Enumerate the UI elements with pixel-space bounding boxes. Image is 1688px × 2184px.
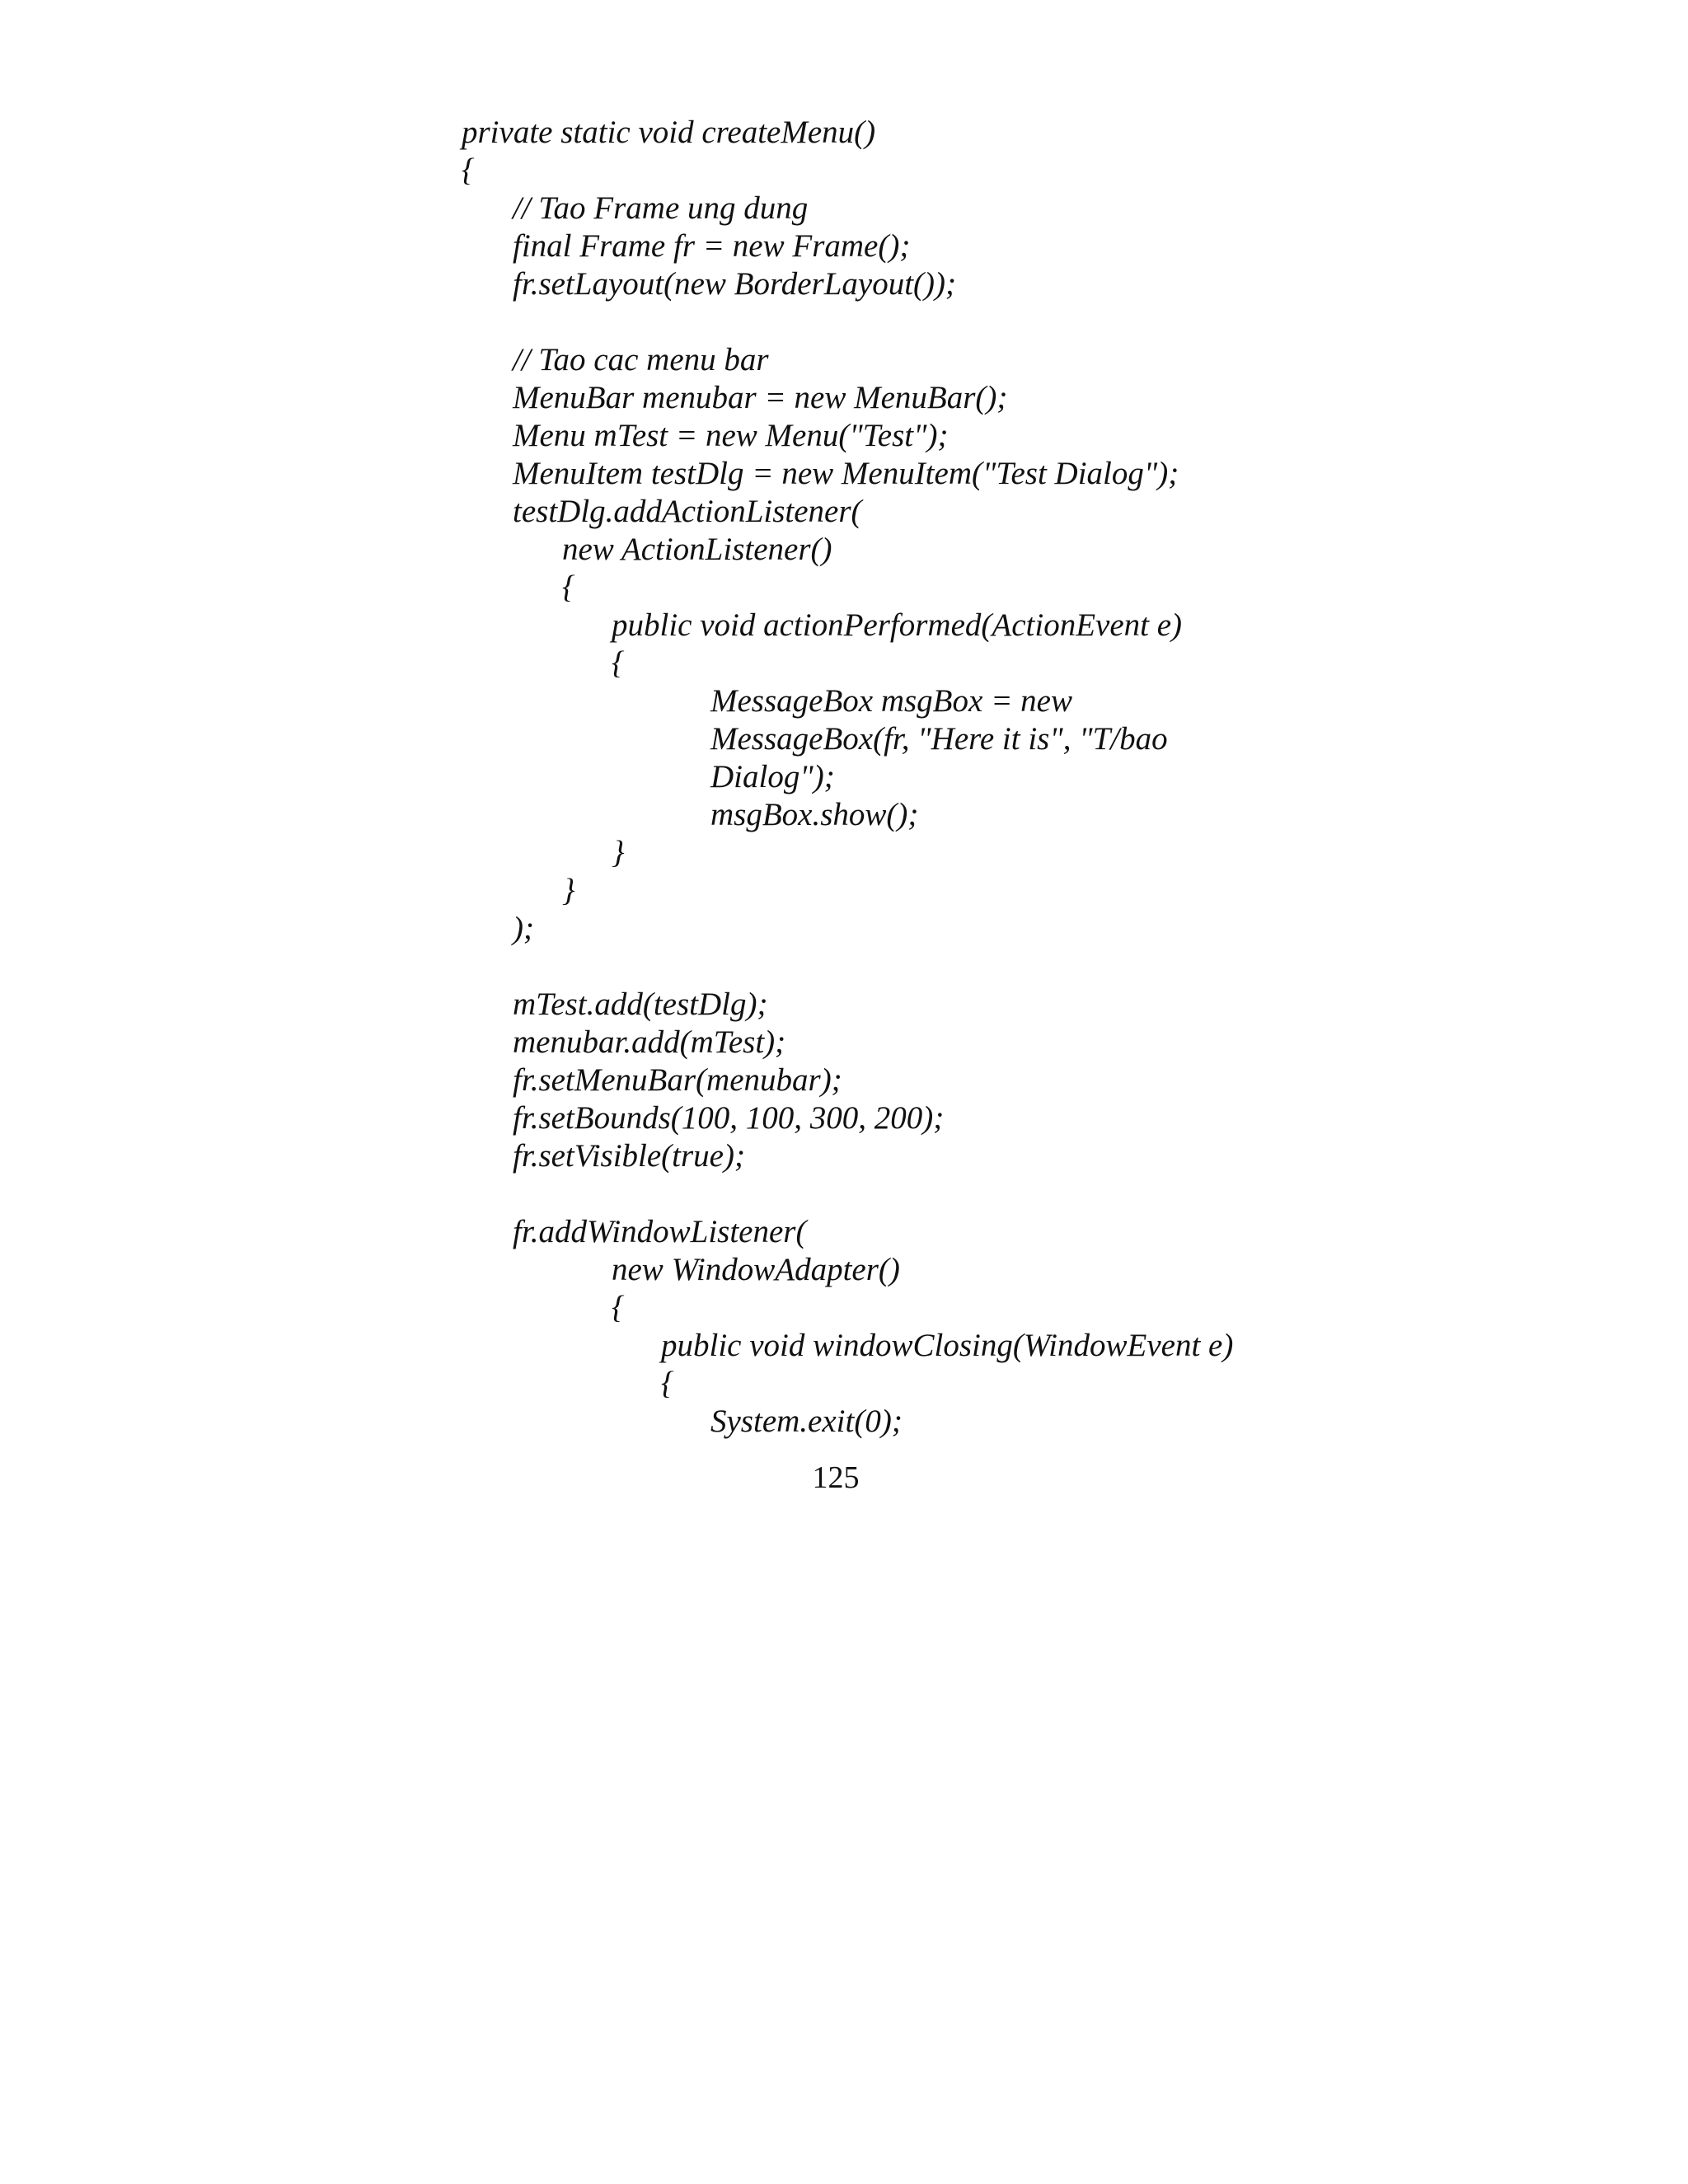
code-line: mTest.add(testDlg); <box>513 987 768 1022</box>
code-line: } <box>562 873 575 908</box>
code-line: new ActionListener() <box>562 532 832 567</box>
code-block <box>462 114 1484 1441</box>
code-line: menubar.add(mTest); <box>513 1024 786 1060</box>
code-line: fr.setLayout(new BorderLayout()); <box>513 266 956 302</box>
code-line: MessageBox(fr, "Here it is", "T/bao <box>710 721 1168 757</box>
code-line: MenuBar menubar = new MenuBar(); <box>513 380 1008 415</box>
code-line: } <box>612 835 625 870</box>
code-line: MessageBox msgBox = new <box>710 683 1072 719</box>
code-line: { <box>661 1366 674 1401</box>
code-line: // Tao cac menu bar <box>513 342 769 377</box>
blank-line <box>462 1175 1484 1213</box>
code-line: Dialog"); <box>710 759 835 794</box>
code-line: System.exit(0); <box>710 1404 903 1439</box>
code-line: { <box>462 152 475 188</box>
blank-line <box>462 948 1484 986</box>
code-line: { <box>562 569 575 605</box>
code-line: ); <box>513 911 534 946</box>
code-line: { <box>612 645 625 681</box>
code-line: new WindowAdapter() <box>612 1252 900 1287</box>
code-line: Menu mTest = new Menu("Test"); <box>513 418 949 453</box>
code-line: fr.setMenuBar(menubar); <box>513 1062 842 1098</box>
code-line: fr.setBounds(100, 100, 300, 200); <box>513 1100 945 1136</box>
code-line: // Tao Frame ung dung <box>513 190 809 226</box>
code-line: { <box>612 1290 625 1325</box>
page-number: 125 <box>812 1460 860 1495</box>
code-line: testDlg.addActionListener( <box>513 494 862 529</box>
code-line: MenuItem testDlg = new MenuItem("Test Dialog"); <box>513 456 1179 491</box>
code-line: fr.addWindowListener( <box>513 1214 807 1249</box>
code-line: private static void createMenu() <box>462 115 876 150</box>
code-line: msgBox.show(); <box>710 797 919 832</box>
code-line: public void actionPerformed(ActionEvent e) <box>612 607 1183 643</box>
code-line: fr.setVisible(true); <box>513 1138 745 1174</box>
blank-line <box>462 303 1484 341</box>
code-line: final Frame fr = new Frame(); <box>513 228 911 264</box>
code-line: public void windowClosing(WindowEvent e) <box>661 1328 1234 1363</box>
